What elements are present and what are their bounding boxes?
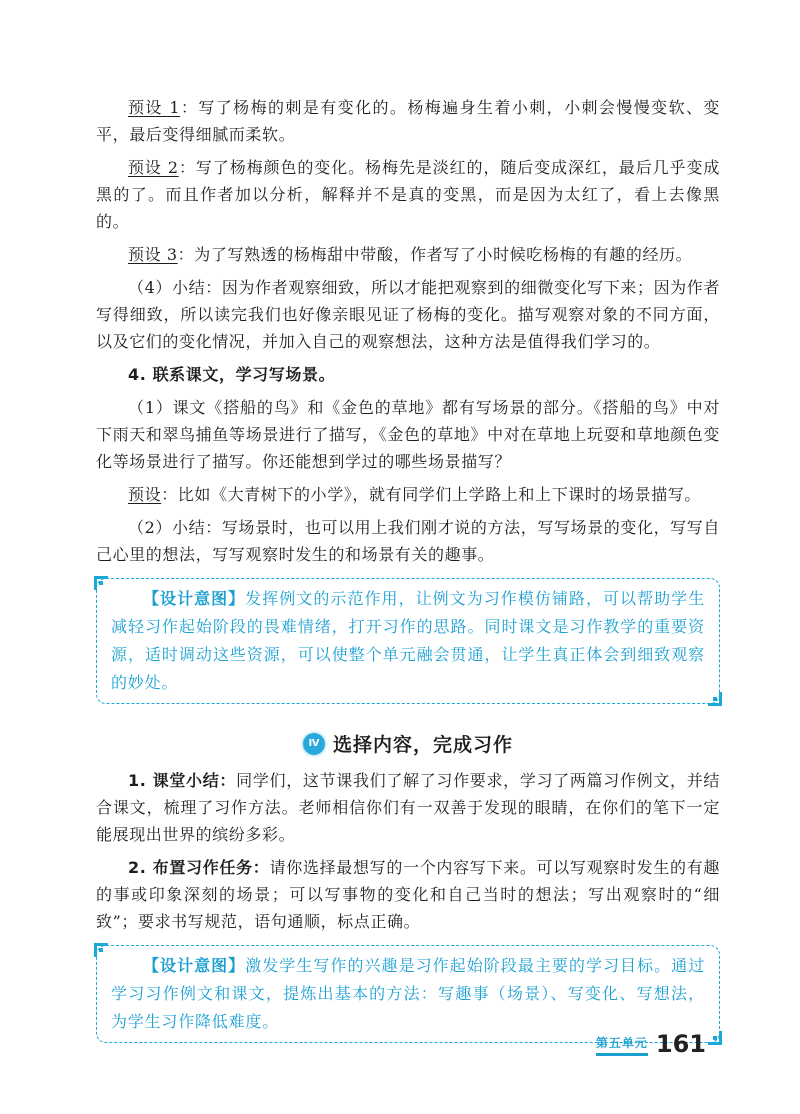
preset-text: ：为了写熟透的杨梅甜中带酸，作者写了小时候吃杨梅的有趣的经历。 — [177, 245, 693, 264]
corner-ornament-icon — [708, 692, 722, 706]
preset-text: ：写了杨梅的刺是有变化的。杨梅遍身生着小刺，小刺会慢慢变软、变平，最后变得细腻而柔软。 — [96, 98, 720, 144]
design-intent-box-1 — [96, 578, 720, 704]
page-number: 161 — [655, 1030, 706, 1058]
summary-4: （4）小结：因为作者观察细致，所以才能把观察到的细微变化写下来；因为作者写得细致，所以读完我们也好像亲眼见证了杨梅的变化。描写观察对象的不同方面，以及它们的变化情况，并加入自己的观察想法，这种方法是值得我们学习的。 — [96, 278, 720, 351]
preset-label: 预设 2 — [128, 158, 179, 177]
task-2 — [96, 854, 720, 935]
task-1 — [96, 767, 720, 848]
step-4-paragraph-1: （1）课文《搭船的鸟》和《金色的草地》都有写场景的部分。《搭船的鸟》中对下雨天和翠鸟捕鱼等场景进行了描写，《金色的草地》中对在草地上玩耍和草地颜色变化等场景进行了描写。你还能想到学过的哪些场景描写？ — [96, 398, 720, 471]
preset-label: 预设 3 — [128, 245, 178, 264]
section-heading — [96, 730, 720, 757]
step-4-paragraph-2: （2）小结：写场景时，也可以用上我们刚才说的方法，写写场景的变化，写写自己心里的想法，写写观察时发生的和场景有关的趣事。 — [96, 518, 720, 564]
preset-label: 预设 — [128, 485, 162, 504]
unit-label: 第五单元 — [596, 1034, 648, 1056]
preset-3 — [96, 241, 720, 268]
preset-label: 预设 1 — [128, 98, 181, 117]
preset-text: ：比如《大青树下的小学》，就有同学们上学路上和上下课时的场景描写。 — [161, 485, 702, 504]
section-title: 选择内容，完成习作 — [332, 734, 513, 756]
design-intent-text — [111, 952, 705, 1036]
design-intent-text — [111, 585, 705, 697]
step-4-heading: 4. 联系课文，学习写场景。 — [128, 365, 336, 384]
task-1-text: 同学们，这节课我们了解了习作要求，学习了两篇习作例文，并结合课文，梳理了习作方法。老师相信你们有一双善于发现的眼睛，在你们的笔下一定能展现出世界的缤纷多彩。 — [96, 771, 720, 844]
page-footer — [596, 1032, 706, 1056]
preset-2 — [96, 154, 720, 235]
section-number-badge: Ⅳ — [303, 733, 325, 755]
design-intent-tag: 【设计意图】 — [143, 956, 246, 975]
corner-ornament-icon — [708, 1031, 722, 1045]
corner-ornament-icon — [94, 943, 108, 957]
preset-text: ：写了杨梅颜色的变化。杨梅先是淡红的，随后变成深红，最后几乎变成黑的了。而且作者加以分析，解释并不是真的变黑，而是因为太红了，看上去像黑的。 — [96, 158, 720, 231]
corner-ornament-icon — [94, 576, 108, 590]
design-intent-tag: 【设计意图】 — [143, 589, 246, 608]
design-intent-box-2 — [96, 945, 720, 1043]
step-4-preset — [96, 481, 720, 508]
task-1-heading: 1. 课堂小结： — [128, 771, 237, 790]
task-2-heading: 2. 布置习作任务： — [128, 858, 270, 877]
design-intent-body: 发挥例文的示范作用，让例文为习作模仿铺路，可以帮助学生减轻习作起始阶段的畏难情绪，打开习作的思路。同时课文是习作教学的重要资源，适时调动这些资源，可以使整个单元融会贯通，让学生真正体会到细致观察的妙处。 — [111, 589, 705, 692]
page-content — [96, 94, 720, 1043]
preset-1 — [96, 94, 720, 148]
task-2-text: 请你选择最想写的一个内容写下来。可以写观察时发生的有趣的事或印象深刻的场景；可以写事物的变化和自己当时的想法；写出观察时的“细致”；要求书写规范，语句通顺，标点正确。 — [96, 858, 720, 931]
design-intent-body: 激发学生写作的兴趣是习作起始阶段最主要的学习目标。通过学习习作例文和课文，提炼出基本的方法：写趣事（场景）、写变化、写想法，为学生习作降低难度。 — [111, 956, 705, 1031]
